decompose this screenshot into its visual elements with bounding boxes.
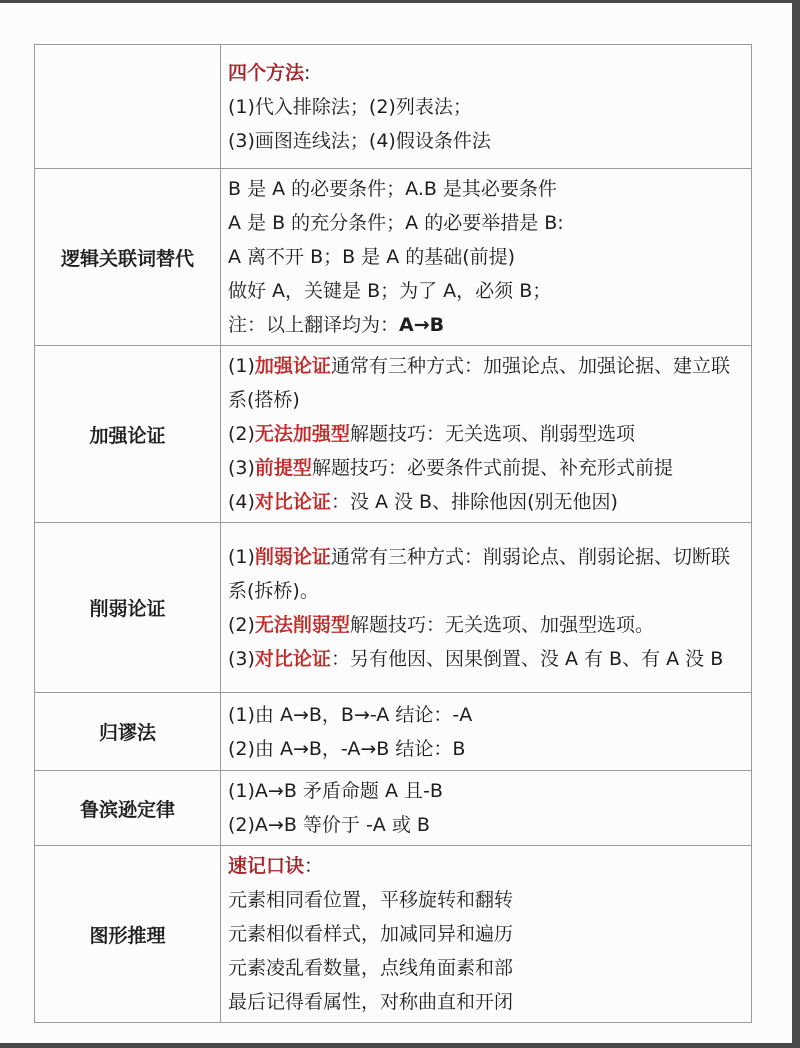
row-content xyxy=(221,771,752,846)
content-line xyxy=(228,56,745,90)
content-line xyxy=(228,883,745,917)
content-line xyxy=(228,417,745,451)
content-line xyxy=(228,485,745,519)
row-label: 鲁滨逊定律 xyxy=(35,771,221,846)
content-line xyxy=(228,849,745,883)
content-line xyxy=(228,732,745,766)
text-segment: (2)A→B 等价于 -A 或 B xyxy=(228,814,430,836)
text-segment: 元素相同看位置，平移旋转和翻转 xyxy=(228,889,514,911)
table-row xyxy=(35,45,752,169)
highlighted-term: 对比论证 xyxy=(254,491,331,513)
text-segment: (2) xyxy=(228,613,255,636)
table-row xyxy=(35,693,752,771)
text-segment: (3)画图连线法；(4)假设条件法 xyxy=(228,129,491,152)
table-row xyxy=(35,346,752,523)
row-label: 逻辑关联词替代 xyxy=(35,169,221,346)
table-row xyxy=(35,169,752,346)
logic-methods-table xyxy=(34,44,752,1023)
text-segment: 注：以上翻译均为： xyxy=(228,314,400,336)
content-line xyxy=(228,985,745,1019)
row-label: 图形推理 xyxy=(35,846,221,1023)
text-segment: B 是 A 的必要条件；A.B 是其必要条件 xyxy=(228,178,557,200)
text-segment: 解题技巧：无关选项、削弱型选项 xyxy=(349,423,635,445)
content-line xyxy=(228,808,745,842)
text-segment: (1)A→B 矛盾命题 A 且-B xyxy=(228,780,443,802)
text-segment: (1) xyxy=(228,545,255,568)
content-line xyxy=(228,206,745,240)
text-segment: 通常有三种方式：加强论点、加强论据、建立联系(搭桥) xyxy=(228,355,730,411)
row-content xyxy=(221,169,752,346)
content-line xyxy=(228,349,745,417)
content-line xyxy=(228,124,745,158)
content-line xyxy=(228,540,745,608)
row-label xyxy=(35,45,221,169)
text-segment: (1)代入排除法；(2)列表法； xyxy=(228,95,472,118)
text-segment: 元素凌乱看数量，点线角面素和部 xyxy=(228,957,514,979)
content-line xyxy=(228,642,745,676)
row-label: 加强论证 xyxy=(35,346,221,523)
row-content xyxy=(221,45,752,169)
content-line xyxy=(228,308,745,342)
row-content xyxy=(221,846,752,1023)
content-line xyxy=(228,274,745,308)
content-line xyxy=(228,951,745,985)
document-page xyxy=(0,3,792,1043)
highlighted-term: 削弱论证 xyxy=(254,545,331,568)
text-segment: (3) xyxy=(228,457,255,479)
content-line xyxy=(228,172,745,206)
highlighted-term: 对比论证 xyxy=(254,647,331,670)
text-segment: 解题技巧：无关选项、加强型选项。 xyxy=(349,613,654,636)
text-segment: (2)由 A→B，-A→B 结论：B xyxy=(228,737,466,760)
highlighted-term: 前提型 xyxy=(254,457,312,479)
content-line xyxy=(228,451,745,485)
text-segment: ：没 A 没 B、排除他因(别无他因) xyxy=(330,491,618,513)
text-segment: ： xyxy=(304,855,324,877)
content-line xyxy=(228,698,745,732)
text-segment: (2) xyxy=(228,423,255,445)
row-label: 归谬法 xyxy=(35,693,221,771)
text-segment: (1)由 A→B，B→-A 结论：-A xyxy=(228,703,473,726)
table-row xyxy=(35,771,752,846)
row-content xyxy=(221,346,752,523)
text-segment: 元素相似看样式，加减同异和遍历 xyxy=(228,923,514,945)
text-segment: A 离不开 B；B 是 A 的基础(前提) xyxy=(228,246,516,268)
highlighted-term: 四个方法 xyxy=(228,61,305,84)
text-segment: (4) xyxy=(228,491,255,513)
content-line xyxy=(228,917,745,951)
highlighted-term: 加强论证 xyxy=(254,355,331,377)
text-segment: 最后记得看属性，对称曲直和开闭 xyxy=(228,991,514,1013)
highlighted-term: 无法加强型 xyxy=(254,423,350,445)
highlighted-term: 速记口诀 xyxy=(228,855,305,877)
text-segment: 通常有三种方式：削弱论点、削弱论据、切断联系(拆桥)。 xyxy=(228,545,730,602)
table-row xyxy=(35,523,752,693)
text-segment: (3) xyxy=(228,647,255,670)
text-segment: A 是 B 的充分条件；A 的必要举措是 B: xyxy=(228,212,564,234)
text-segment: (1) xyxy=(228,355,255,377)
content-line xyxy=(228,90,745,124)
highlighted-term: A→B xyxy=(399,314,445,336)
text-segment: 做好 A，关键是 B；为了 A，必须 B； xyxy=(228,280,552,302)
table-row xyxy=(35,846,752,1023)
text-segment: 解题技巧：必要条件式前提、补充形式前提 xyxy=(311,457,673,479)
content-line xyxy=(228,774,745,808)
row-content xyxy=(221,693,752,771)
row-label: 削弱论证 xyxy=(35,523,221,693)
row-content xyxy=(221,523,752,693)
text-segment: : xyxy=(304,61,311,84)
text-segment: ：另有他因、因果倒置、没 A 有 B、有 A 没 B xyxy=(330,647,724,670)
content-line xyxy=(228,608,745,642)
content-line xyxy=(228,240,745,274)
highlighted-term: 无法削弱型 xyxy=(254,613,350,636)
